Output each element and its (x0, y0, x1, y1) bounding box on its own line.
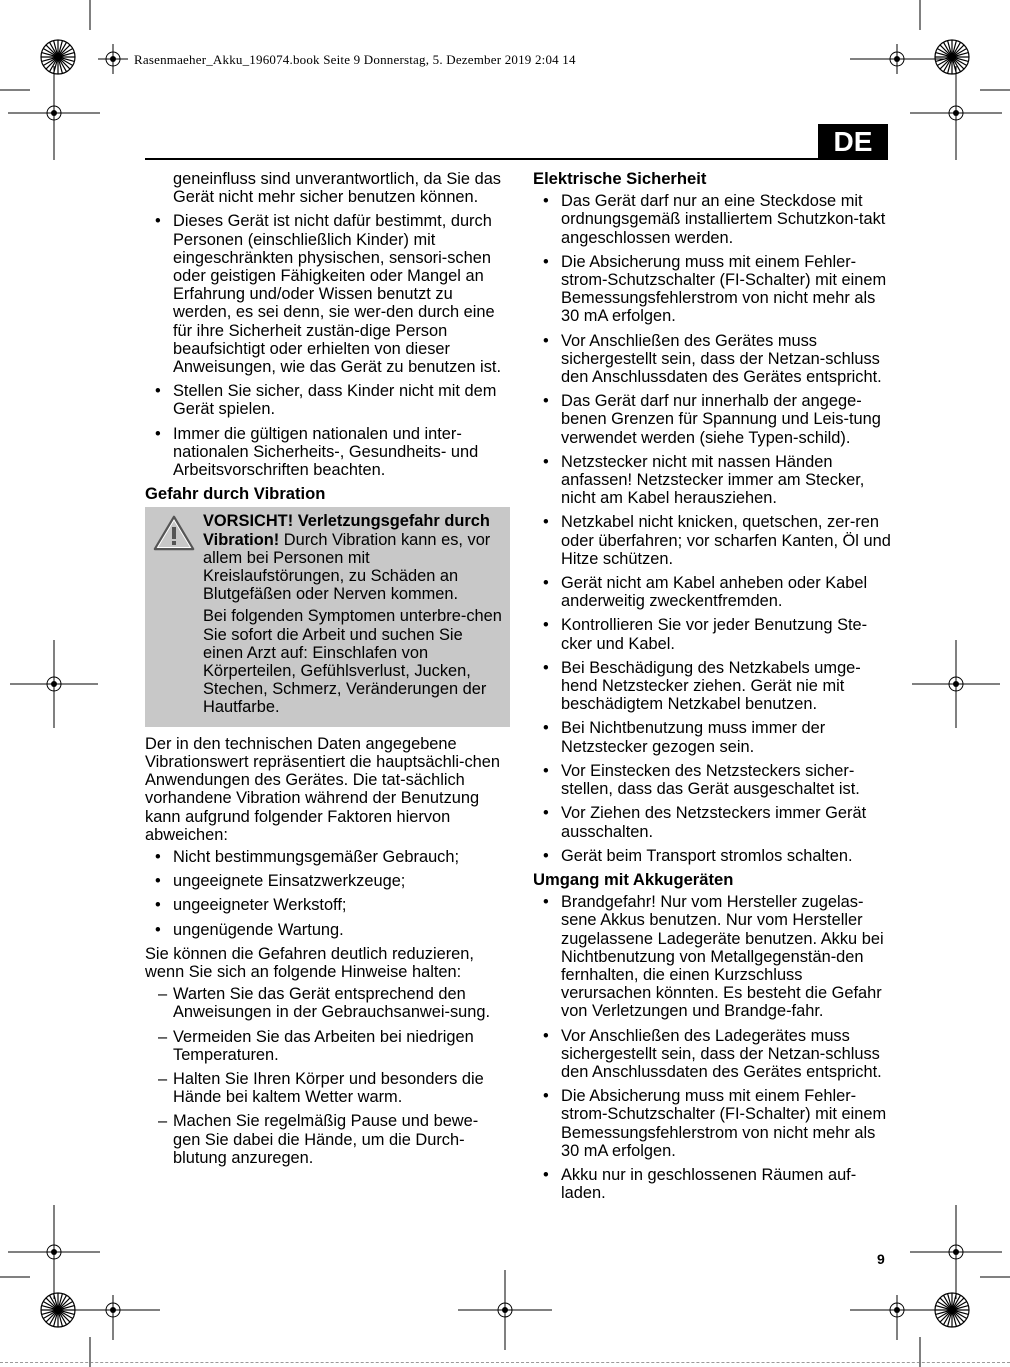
list-item-text: Das Gerät darf nur innerhalb der angege-benen Grenzen für Spannung und Leis-tung verwendet werden (siehe Typen-schild). (561, 392, 881, 447)
list-item-text: Bei Beschädigung des Netzkabels umge-hend Netzstecker ziehen. Gerät nie mit beschädigtem Netzkabel benutzen. (561, 658, 861, 714)
warning-box (145, 507, 510, 726)
bullet-mark: • (155, 424, 161, 443)
list-item (533, 392, 893, 447)
list-item (145, 1070, 505, 1106)
list-item-text: ungeeignete Einsatzwerkzeuge; (173, 872, 406, 891)
list-item (145, 848, 505, 866)
list-item (533, 574, 893, 610)
list-item-text: Vor Anschließen des Gerätes muss sichergestellt sein, dass der Netzan-schluss den Anschlussdaten des Gerätes entspricht. (561, 331, 882, 387)
list-item-text: Immer die gültigen nationalen und inter-nationalen Sicherheits-, Gesundheits- und Arbeitsvorschriften beachten. (173, 424, 479, 480)
list-item-text: Vor Anschließen des Ladegerätes muss sichergestellt sein, dass der Netzan-schluss den Anschlussdaten des Gerätes entspricht. (561, 1026, 882, 1081)
trim-line (0, 1362, 1010, 1363)
dash-mark: – (158, 1027, 168, 1046)
list-item-text: Bei Nichtbenutzung muss immer der Netzstecker gezogen sein. (561, 719, 826, 756)
list-item (145, 985, 505, 1021)
list-item (533, 1087, 893, 1160)
list-item (533, 804, 893, 840)
list-item-text: Vor Ziehen des Netzsteckers immer Gerät ausschalten. (561, 804, 867, 841)
bullet-mark: • (543, 574, 549, 593)
list-item (145, 1112, 505, 1167)
bullet-mark: • (543, 1026, 549, 1045)
left-column (145, 170, 505, 1173)
list-item-text: Dieses Gerät ist nicht dafür bestimmt, durch Personen (einschließlich Kinder) mit eingeschränkten physischen, sensori-schen oder geistigen Fähigkeiten oder Mangel an Erfahrung und/oder Wissen benutzt zu werden, es sei denn, sie wer-den durch eine für ihre Sicherheit zustän-dige Person beaufsichtigt oder erhielten von dieser Anweisungen, wie das Gerät zu benutzen ist. (173, 212, 502, 377)
warning-body: Durch Vibration kann es, vor allem bei Personen mit Kreislaufstörungen, zu Schäden an Blutgefäßen oder Nerven kommen. (203, 530, 491, 604)
tips-list (145, 985, 505, 1167)
list-item (533, 893, 893, 1020)
bullet-mark: • (155, 847, 161, 866)
bullet-mark: • (155, 872, 161, 891)
bullet-mark: • (543, 719, 549, 738)
dash-mark: – (158, 985, 168, 1004)
list-item (145, 872, 505, 890)
list-item-text: Kontrollieren Sie vor jeder Benutzung Ste-cker und Kabel. (561, 616, 868, 653)
list-item (145, 382, 505, 418)
list-item-text: Machen Sie regelmäßig Pause und bewe-gen Sie dabei die Hände, um die Durch-blutung anzuregen. (173, 1112, 479, 1167)
bullet-mark: • (155, 382, 161, 401)
list-item (533, 762, 893, 798)
vibration-heading: Gefahr durch Vibration (145, 484, 326, 504)
list-item (145, 1028, 505, 1064)
warning-title: VORSICHT! Verletzungsgefahr durch Vibration! (203, 512, 490, 549)
right-column (533, 170, 893, 1208)
list-item-text: Stellen Sie sicher, dass Kinder nicht mit dem Gerät spielen. (173, 382, 497, 419)
list-item-text: Halten Sie Ihren Körper und besonders die Hände bei kaltem Wetter warm. (173, 1069, 484, 1107)
warning-text-2: Bei folgenden Symptomen unterbre-chen Sie sofort die Arbeit und suchen Sie einen Arzt auf: Einschlafen von Körperteilen, Gefühlsverlust, Jucken, Stechen, Schmerz, Veränderungen der Hautfarbe. (203, 607, 502, 717)
bullet-mark: • (543, 804, 549, 823)
list-item (533, 513, 893, 568)
language-badge: DE (818, 124, 888, 160)
print-header: Rasenmaeher_Akku_196074.book Seite 9 Donnerstag, 5. Dezember 2019 2:04 14 (134, 52, 576, 67)
list-item (533, 659, 893, 714)
list-item (533, 332, 893, 387)
battery-heading: Umgang mit Akkugeräten (533, 869, 734, 889)
bullet-mark: • (543, 392, 549, 411)
list-item-text: Gerät beim Transport stromlos schalten. (561, 846, 853, 865)
list-item (533, 719, 893, 755)
list-item-text: Netzstecker nicht mit nassen Händen anfassen! Netzstecker immer am Stecker, nicht am Kabel herausziehen. (561, 452, 865, 508)
bullet-mark: • (155, 896, 161, 915)
list-item (145, 896, 505, 914)
list-item (533, 253, 893, 326)
bullet-mark: • (543, 1165, 549, 1184)
list-item-text: Die Absicherung muss mit einem Fehler-strom-Schutzschalter (FI-Schalter) mit einem Bemessungsfehlerstrom von nicht mehr als 30 mA erfolgen. (561, 252, 887, 326)
bullet-mark: • (543, 331, 549, 350)
battery-list (533, 893, 893, 1202)
reduce-paragraph: Sie können die Gefahren deutlich reduzieren, wenn Sie sich an folgende Hinweise halten: (145, 944, 474, 981)
bullet-mark: • (543, 192, 549, 211)
dash-mark: – (158, 1069, 168, 1088)
header-rule (145, 158, 888, 160)
bullet-mark: • (543, 658, 549, 677)
list-item (533, 847, 893, 865)
bullet-mark: • (543, 761, 549, 780)
list-item-text: Akku nur in geschlossenen Räumen auf-laden. (561, 1165, 857, 1203)
list-item (533, 1027, 893, 1082)
list-item (533, 192, 893, 247)
bullet-mark: • (543, 513, 549, 532)
list-item-text: Vermeiden Sie das Arbeiten bei niedrigen Temperaturen. (173, 1027, 474, 1064)
list-item-text: ungenügende Wartung. (173, 920, 344, 939)
dash-mark: – (158, 1112, 168, 1131)
bullet-mark: • (155, 212, 161, 231)
list-item (533, 616, 893, 652)
vibration-paragraph: Der in den technischen Daten angegebene Vibrationswert repräsentiert die hauptsächli-chen Anwendungen des Gerätes. Die tat-sächlich vorhandene Vibration während der Benutzung kann aufgrund folgender Faktoren hiervon abweichen: (145, 734, 501, 844)
bullet-mark: • (543, 452, 549, 471)
bullet-mark: • (543, 616, 549, 635)
list-item-text: Nicht bestimmungsgemäßer Gebrauch; (173, 847, 460, 866)
list-item-text: Das Gerät darf nur an eine Steckdose mit ordnungsgemäß installiertem Schutzkon-takt angeschlossen werden. (561, 192, 886, 247)
list-item-text: Die Absicherung muss mit einem Fehler-strom-Schutzschalter (FI-Schalter) mit einem Bemessungsfehlerstrom von nicht mehr als 30 mA erfolgen. (561, 1087, 887, 1160)
electric-safety-heading: Elektrische Sicherheit (533, 169, 707, 188)
list-item-text: Vor Einstecken des Netzsteckers sicher-stellen, dass das Gerät ausgeschaltet ist. (561, 761, 860, 799)
continuation-text: geneinfluss sind unverantwortlich, da Sie das Gerät nicht mehr sicher benutzen können. (173, 170, 502, 207)
list-item-text: Gerät nicht am Kabel anheben oder Kabel anderweitig zweckentfremden. (561, 574, 868, 611)
list-item (145, 425, 505, 480)
warning-triangle-icon (153, 515, 195, 551)
list-item (533, 1166, 893, 1202)
bullet-mark: • (543, 252, 549, 271)
electric-list (533, 192, 893, 865)
list-item-text: ungeeigneter Werkstoff; (173, 896, 347, 915)
list-item (145, 921, 505, 939)
list-item-text: Netzkabel nicht knicken, quetschen, zer-ren oder überfahren; vor scharfen Kanten, Öl und Hitze schützen. (561, 513, 891, 568)
safety-list (145, 212, 505, 479)
bullet-mark: • (543, 846, 549, 865)
bullet-mark: • (543, 893, 549, 912)
page-number: 9 (877, 1251, 885, 1267)
list-item (533, 453, 893, 508)
bullet-mark: • (543, 1087, 549, 1106)
warning-text-1 (203, 512, 502, 603)
factors-list (145, 848, 505, 939)
list-item (145, 212, 505, 376)
bullet-mark: • (155, 920, 161, 939)
list-item-text: Brandgefahr! Nur vom Hersteller zugelas-sene Akkus benutzen. Nur vom Hersteller zugelassene Ladegeräte benutzen. Akku bei Nichtbenutzung von Metallgegenstän-den fernhalten, die einen Kurzschluss verursachen könnten. Es besteht die Gefahr von Verletzungen und Brandge-fahr. (561, 893, 884, 1021)
list-item-text: Warten Sie das Gerät entsprechend den Anweisungen in der Gebrauchsanwei-sung. (173, 985, 491, 1022)
